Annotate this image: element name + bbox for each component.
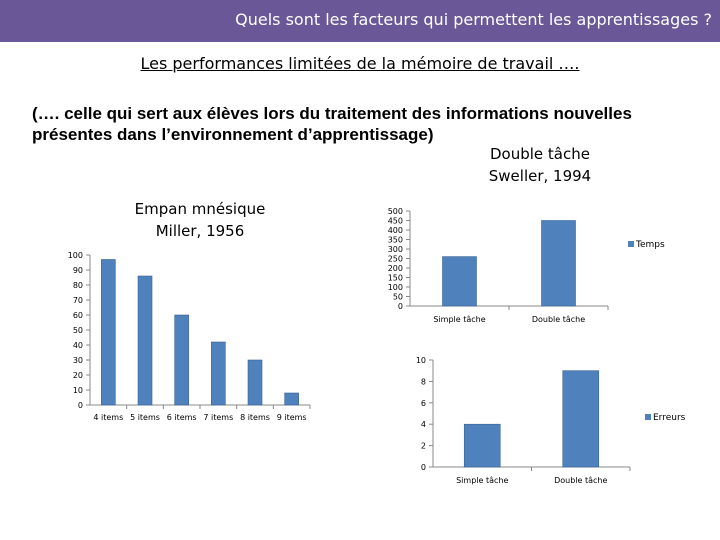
y-tick-label: 4 <box>420 420 426 430</box>
y-tick-label: 10 <box>415 356 426 365</box>
chart1-title-line2: Miller, 1956 <box>155 222 245 240</box>
x-tick-label: 7 items <box>203 413 234 422</box>
y-tick-label: 2 <box>420 441 426 451</box>
y-tick-label: 90 <box>72 266 83 275</box>
y-tick-label: 300 <box>387 245 403 254</box>
x-tick-label: 4 items <box>93 413 124 422</box>
chart2-title-line1: Double tâche <box>490 145 590 163</box>
y-tick-label: 200 <box>387 264 403 273</box>
legend-swatch <box>645 414 651 420</box>
y-tick-label: 40 <box>72 341 83 350</box>
y-tick-label: 30 <box>72 356 83 365</box>
x-tick-label: Double tâche <box>531 315 586 324</box>
x-tick-label: 8 items <box>240 413 270 422</box>
legend-label: Temps <box>636 240 665 250</box>
chart1-title-line1: Empan mnésique <box>134 200 266 218</box>
x-tick-label: 9 items <box>276 413 307 422</box>
banner-title: Quels sont les facteurs qui permettent les apprentissages ? <box>235 10 712 29</box>
y-tick-label: 150 <box>387 273 403 283</box>
quote-line-2: présentes dans l’environnement d’apprentissage) <box>32 125 434 144</box>
y-tick-label: 100 <box>387 283 403 292</box>
chart2-title-line2: Sweller, 1994 <box>488 167 592 185</box>
y-tick-label: 50 <box>392 292 403 302</box>
y-tick-label: 60 <box>72 311 83 320</box>
bar <box>563 371 599 467</box>
y-tick-label: 350 <box>387 235 403 245</box>
y-tick-label: 6 <box>420 398 426 408</box>
legend-label: Erreurs <box>653 413 686 423</box>
y-tick-label: 100 <box>67 251 83 260</box>
y-tick-label: 10 <box>72 386 83 395</box>
y-tick-label: 20 <box>72 371 83 380</box>
y-tick-label: 8 <box>420 377 426 387</box>
x-tick-label: 6 items <box>166 413 197 422</box>
y-tick-label: 250 <box>387 254 403 264</box>
x-tick-label: Simple tâche <box>433 315 486 324</box>
quote-line-1: (…. celle qui sert aux élèves lors du traitement des informations nouvelles <box>32 104 632 123</box>
y-tick-label: 450 <box>387 216 403 226</box>
y-tick-label: 500 <box>387 207 403 216</box>
y-tick-label: 400 <box>387 226 403 235</box>
y-tick-label: 70 <box>72 296 83 305</box>
y-tick-label: 0 <box>77 401 83 410</box>
y-tick-label: 0 <box>420 463 426 472</box>
x-tick-label: Simple tâche <box>456 476 509 485</box>
subtitle-text: Les performances limitées de la mémoire de travail …. <box>140 54 580 73</box>
x-tick-label: Double tâche <box>554 476 608 485</box>
bar <box>464 424 500 467</box>
y-tick-label: 80 <box>72 281 83 290</box>
y-tick-label: 50 <box>72 326 83 335</box>
y-tick-label: 0 <box>397 302 403 311</box>
x-tick-label: 5 items <box>130 413 160 422</box>
